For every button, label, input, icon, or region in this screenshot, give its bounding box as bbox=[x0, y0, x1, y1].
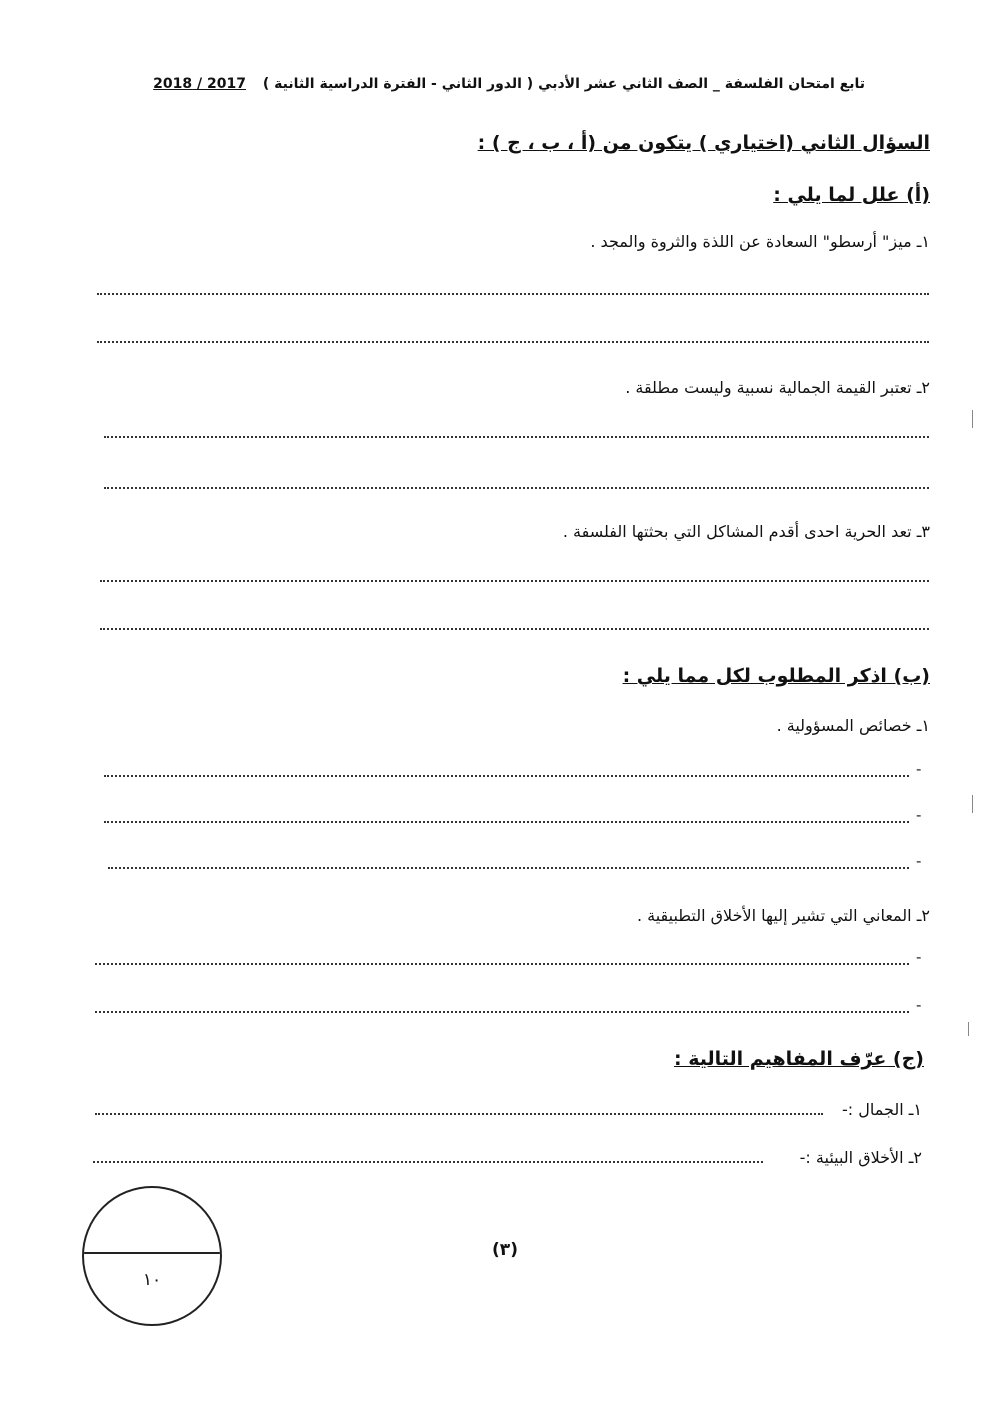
exam-header bbox=[153, 76, 865, 92]
score-divider bbox=[84, 1252, 220, 1254]
exam-header-year: 2017 / 2018 bbox=[153, 76, 246, 92]
answer-line[interactable] bbox=[104, 775, 909, 777]
scan-mark bbox=[972, 795, 973, 813]
part-b-item-2: ٢ـ المعاني التي تشير إليها الأخلاق التطبيقية . bbox=[636, 906, 930, 925]
answer-line[interactable] bbox=[97, 293, 929, 295]
answer-line[interactable] bbox=[104, 487, 929, 489]
bullet-dash: - bbox=[916, 996, 922, 1014]
answer-line[interactable] bbox=[100, 580, 929, 582]
part-c-item-1: ١ـ الجمال :- bbox=[841, 1100, 922, 1119]
part-b-heading: (ب) اذكر المطلوب لكل مما يلي : bbox=[622, 665, 930, 687]
bullet-dash: - bbox=[916, 760, 922, 778]
part-a-item-2: ٢ـ تعتبر القيمة الجمالية نسبية وليست مطلقة . bbox=[625, 378, 930, 397]
answer-line[interactable] bbox=[95, 1011, 909, 1013]
bullet-dash: - bbox=[916, 948, 922, 966]
answer-line[interactable] bbox=[93, 1161, 763, 1163]
score-value: ١٠ bbox=[142, 1270, 162, 1290]
part-c-heading: (ج) عرّف المفاهيم التالية : bbox=[674, 1048, 924, 1070]
score-circle bbox=[82, 1186, 222, 1326]
page-number: (٣) bbox=[492, 1240, 518, 1260]
answer-line[interactable] bbox=[97, 341, 929, 343]
answer-line[interactable] bbox=[95, 963, 909, 965]
scan-mark bbox=[968, 1022, 969, 1036]
bullet-dash: - bbox=[916, 852, 922, 870]
answer-line[interactable] bbox=[108, 867, 909, 869]
question-two-heading: السؤال الثاني (اختياري ) يتكون من (أ ، ب ، ج ) : bbox=[477, 132, 930, 154]
part-a-item-3: ٣ـ تعد الحرية احدى أقدم المشاكل التي بحثتها الفلسفة . bbox=[562, 522, 930, 541]
part-b-item-1: ١ـ خصائص المسؤولية . bbox=[776, 716, 930, 735]
part-c-item-2: ٢ـ الأخلاق البيئية :- bbox=[799, 1148, 922, 1167]
answer-line[interactable] bbox=[104, 821, 909, 823]
answer-line[interactable] bbox=[100, 628, 929, 630]
scan-mark bbox=[972, 410, 973, 428]
exam-header-title: تابع امتحان الفلسفة _ الصف الثاني عشر الأدبي ( الدور الثاني - الفترة الدراسية الثانية ) bbox=[262, 76, 865, 92]
bullet-dash: - bbox=[916, 806, 922, 824]
answer-line[interactable] bbox=[104, 436, 929, 438]
part-a-heading: (أ) علل لما يلي : bbox=[773, 184, 930, 206]
part-a-item-1: ١ـ ميز" أرسطو" السعادة عن اللذة والثروة والمجد . bbox=[590, 232, 930, 251]
answer-line[interactable] bbox=[95, 1113, 823, 1115]
